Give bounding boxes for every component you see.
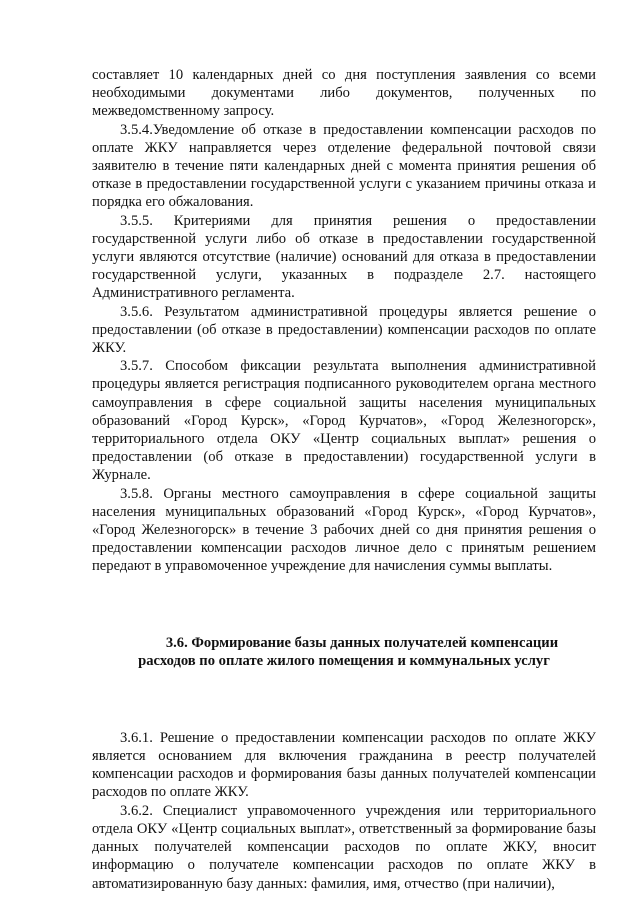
paragraph-3-5-7: 3.5.7. Способом фиксации результата выполнения административной процедуры является регистрация подписанного руководителем органа местного самоуправления в сфере социальной защиты населения муниципальных образований «Город Курск», «Город Курчатов», «Город Железногорск», территориального отдела ОКУ «Центр социальных выплат» решения о предоставлении (об отказе в предоставлении) государственной услуги в Журнале.: [92, 358, 596, 484]
section-heading-line-1: 3.6. Формирование базы данных получателей компенсации: [165, 634, 559, 651]
paragraph-3-5-5: 3.5.5. Критериями для принятия решения о предоставлении государственной услуги либо об отказе в предоставлении государственной услуги являются отсутствие (наличие) оснований для отказа в предоставлении государственной услуги, указанных в подразделе 2.7. настоящего Административного регламента.: [92, 212, 596, 302]
section-heading-line-2: расходов по оплате жилого помещения и коммунальных услуг: [138, 653, 550, 670]
paragraph-3-5-6: 3.5.6. Результатом административной процедуры является решение о предоставлении (об отказе в предоставлении) компенсации расходов по оплате ЖКУ.: [92, 303, 596, 357]
paragraph-3-6-1: 3.6.1. Решение о предоставлении компенсации расходов по оплате ЖКУ является основанием для включения гражданина в реестр получателей компенсации расходов и формирования базы данных получателей компенсации расходов по оплате ЖКУ.: [92, 729, 596, 801]
paragraph-3-6-2: 3.6.2. Специалист управомоченного учреждения или территориального отдела ОКУ «Центр социальных выплат», ответственный за формирование базы данных получателей компенсации расходов по оплате ЖКУ, вносит информацию о получателе компенсации расходов по оплате ЖКУ в автоматизированную базу данных: фамилия, имя, отчество (при наличии),: [92, 802, 596, 892]
paragraph-3-5-4: 3.5.4.Уведомление об отказе в предоставлении компенсации расходов по оплате ЖКУ направляется через отделение федеральной почтовой связи заявителю в течение пяти календарных дней с момента принятия решения об отказе в предоставлении государственной услуги с указанием причины отказа и порядка его обжалования.: [92, 121, 596, 211]
paragraph-continuation: составляет 10 календарных дней со дня поступления заявления со всеми необходимыми документами либо документов, полученных по межведомственному запросу.: [92, 67, 596, 120]
spacer: [92, 671, 596, 729]
paragraph-3-5-8: 3.5.8. Органы местного самоуправления в сфере социальной защиты населения муниципальных образований «Город Курск», «Город Курчатов», «Город Железногорск» в течение 3 рабочих дней со дня принятия решения о предоставлении компенсации расходов личное дело с принятым решением передают в управомоченное учреждение для начисления суммы выплаты.: [92, 485, 596, 575]
section-heading-3-6: [92, 634, 596, 671]
